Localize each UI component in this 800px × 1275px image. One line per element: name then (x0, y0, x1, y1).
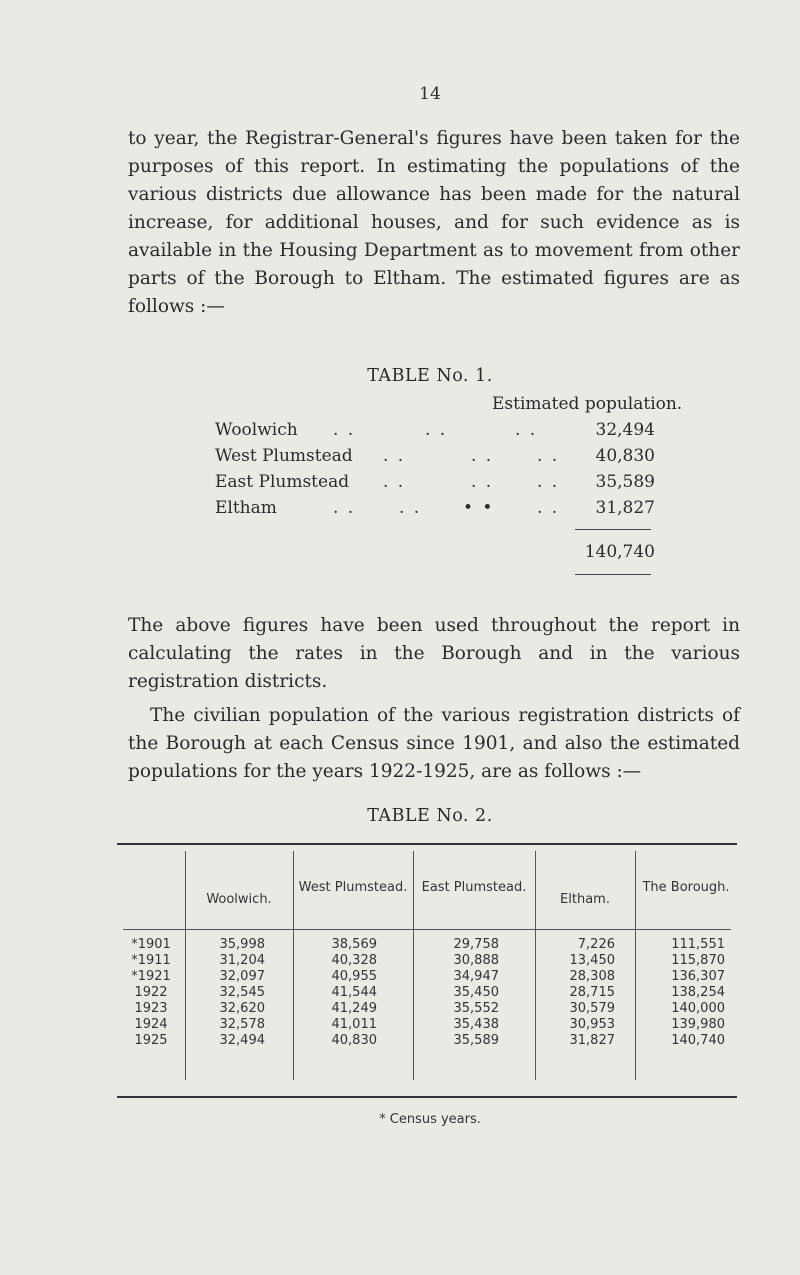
intro-paragraph: to year, the Registrar-General's figures have been taken for the purposes of this report. In estimating the populations of the various districts due allowance has been made for the natural increase, for additional houses, and for such evidence as is available in the Housing Department as to movement from other parts of the Borough to Eltham. The estimated figures are as follows :— (128, 128, 740, 317)
value-cell: 35,552 (453, 1001, 499, 1016)
usage-paragraph: The above figures have been used throughout the report in calculating the rates in the Borough and in the various registration districts. (128, 615, 740, 692)
value-cell: 140,000 (671, 1001, 725, 1016)
district-name: Eltham (215, 498, 277, 518)
value-cell: 115,870 (671, 953, 725, 968)
district-population: 40,830 (595, 446, 655, 466)
page-number: 14 (419, 84, 441, 104)
value-cell: 41,249 (331, 1001, 377, 1016)
value-cell: 35,450 (453, 985, 499, 1000)
year-cell: *1901 (131, 937, 171, 952)
table1-rule-bottom (575, 574, 651, 575)
value-cell: 140,740 (671, 1033, 725, 1048)
year-cell: 1925 (134, 1033, 168, 1048)
table2 (117, 843, 737, 1098)
value-cell: 30,579 (569, 1001, 615, 1016)
header-woolwich: Woolwich. (206, 891, 272, 907)
header-west-plumstead: West Plumstead. (298, 879, 408, 895)
year-cell: *1921 (131, 969, 171, 984)
value-cell: 136,307 (671, 969, 725, 984)
value-cell: 40,955 (331, 969, 377, 984)
table1-row: . . . . • • . . Eltham 31,827 (215, 498, 655, 518)
value-cell: 32,578 (219, 1017, 265, 1032)
value-cell: 31,827 (569, 1033, 615, 1048)
header-borough: The Borough. (642, 879, 730, 895)
table2-footnote: * Census years. (379, 1112, 481, 1127)
value-cell: 41,011 (331, 1017, 377, 1032)
value-cell: 31,204 (219, 953, 265, 968)
table1-column-header: Estimated population. (492, 394, 683, 414)
census-paragraph: The civilian population of the various registration districts of the Borough at each Census since 1901, and also the estimated populations for the years 1922-1925, are as follows :— (128, 705, 740, 782)
value-cell: 7,226 (577, 937, 615, 952)
value-cell: 32,545 (219, 985, 265, 1000)
value-cell: 28,715 (569, 985, 615, 1000)
value-cell: 32,494 (219, 1033, 265, 1048)
year-cell: 1923 (134, 1001, 168, 1016)
district-population: 31,827 (595, 498, 655, 518)
district-name: East Plumstead (215, 472, 350, 492)
value-cell: 30,953 (569, 1017, 615, 1032)
table1-row: . . . . . . West Plumstead 40,830 (215, 446, 655, 466)
value-cell: 29,758 (453, 937, 499, 952)
year-cell: 1924 (134, 1017, 168, 1032)
value-cell: 35,438 (453, 1017, 499, 1032)
value-cell: 32,097 (219, 969, 265, 984)
value-cell: 38,569 (331, 937, 377, 952)
value-cell: 28,308 (569, 969, 615, 984)
year-cell: 1922 (134, 985, 168, 1000)
district-name: West Plumstead (215, 446, 353, 466)
value-cell: 40,830 (331, 1033, 377, 1048)
value-cell: 138,254 (671, 985, 725, 1000)
value-cell: 35,589 (453, 1033, 499, 1048)
header-east-plumstead: East Plumstead. (421, 879, 527, 895)
table2-title: TABLE No. 2. (367, 806, 493, 826)
value-cell: 30,888 (453, 953, 499, 968)
value-cell: 41,544 (331, 985, 377, 1000)
value-cell: 40,328 (331, 953, 377, 968)
value-cell: 139,980 (671, 1017, 725, 1032)
table1-rule-top (575, 529, 651, 530)
table1-row: . . . . . . East Plumstead 35,589 (215, 472, 655, 492)
district-population: 32,494 (595, 420, 655, 440)
district-population: 35,589 (595, 472, 655, 492)
district-name: Woolwich (215, 420, 298, 440)
value-cell: 13,450 (569, 953, 615, 968)
header-eltham: Eltham. (560, 891, 610, 907)
value-cell: 32,620 (219, 1001, 265, 1016)
table1-total: 140,740 (584, 542, 655, 562)
table1-title: TABLE No. 1. (367, 366, 493, 386)
value-cell: 35,998 (219, 937, 265, 952)
value-cell: 34,947 (453, 969, 499, 984)
year-cell: *1911 (131, 953, 171, 968)
table1-row: . . . . . . Woolwich 32,494 (215, 420, 655, 440)
value-cell: 111,551 (671, 937, 725, 952)
